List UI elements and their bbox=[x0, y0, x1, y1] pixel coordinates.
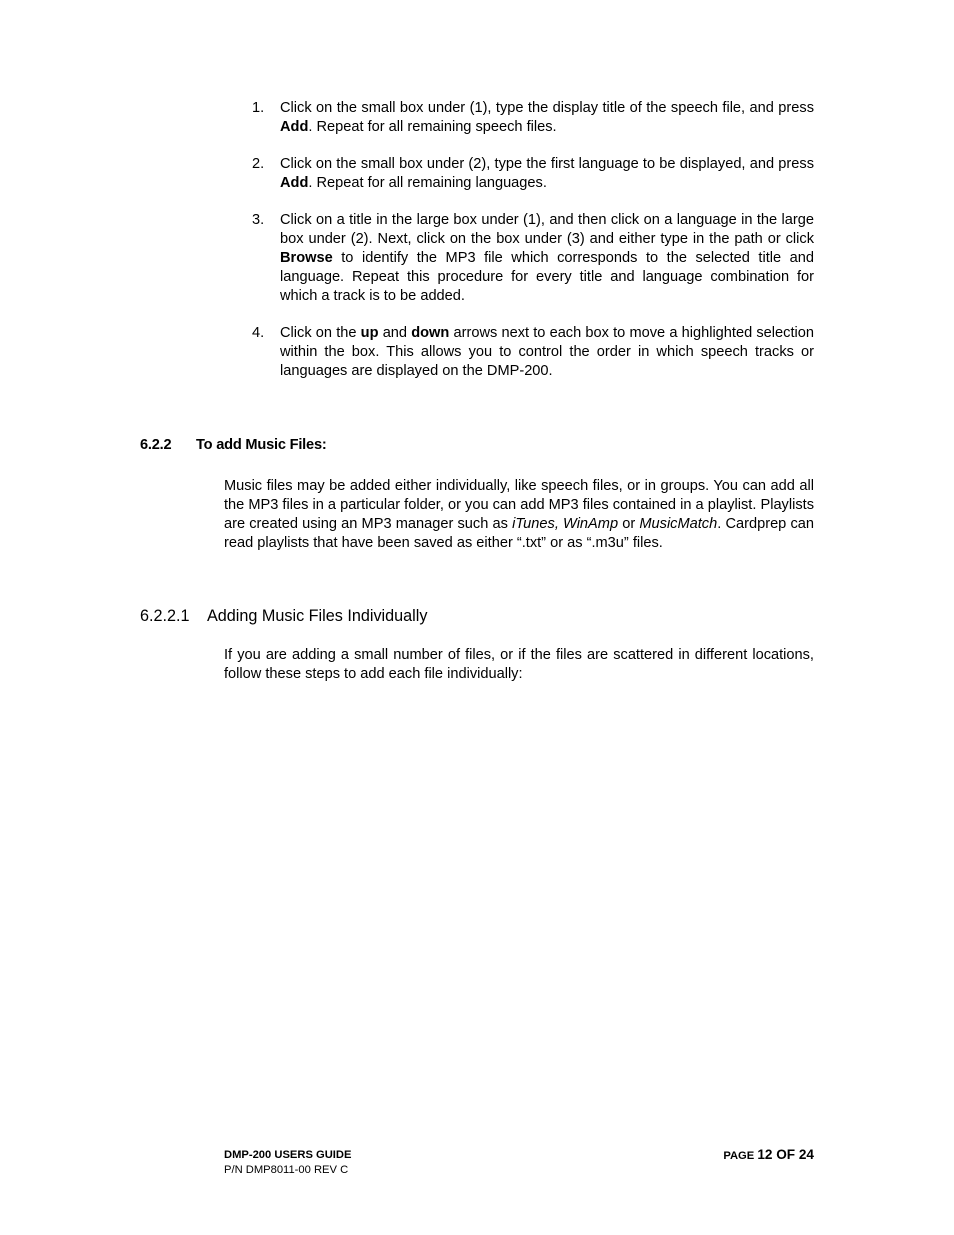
step-text-part: Click on the small box under (1), type the display title of the speech file, and press bbox=[280, 100, 814, 116]
section-number: 6.2.2.1 bbox=[140, 607, 190, 625]
page-indicator bbox=[723, 1146, 814, 1165]
app-name-itunes: iTunes bbox=[512, 516, 555, 532]
step-item bbox=[252, 155, 814, 193]
page-label: PAGE bbox=[723, 1150, 758, 1162]
individual-files-paragraph: If you are adding a small number of files, or if the files are scattered in different locations, follow these steps to add each file individually: bbox=[224, 647, 814, 682]
step-bold-term: Browse bbox=[280, 250, 333, 266]
step-text-part: to identify the MP3 file which corresponds to the selected title and language. Repeat this procedure for every title and language combination for which a track is to be added. bbox=[280, 250, 814, 304]
step-number: 1. bbox=[252, 100, 265, 116]
separator-text: or bbox=[618, 516, 640, 532]
app-name-winamp: WinAmp bbox=[563, 516, 619, 532]
step-text-part: Click on the bbox=[280, 325, 361, 341]
music-files-paragraph bbox=[224, 477, 814, 553]
page-number: 12 bbox=[757, 1147, 773, 1162]
step-item bbox=[252, 324, 814, 381]
step-bold-term: Add bbox=[280, 175, 309, 191]
document-title: DMP-200 USERS GUIDE bbox=[224, 1149, 352, 1161]
section-heading-622 bbox=[140, 436, 327, 455]
separator-text: , bbox=[554, 516, 564, 532]
step-item bbox=[252, 99, 814, 137]
section-heading-6221 bbox=[140, 606, 427, 626]
paragraph-text: Music files may be added either individually, like speech files, or in groups. You can add all the MP3 files in a particular folder, or you can add MP3 files contained in a playlist. Playlists are created using an MP3 manager such as bbox=[224, 478, 814, 532]
step-bold-term: down bbox=[411, 325, 450, 341]
step-text-part: and bbox=[378, 325, 412, 341]
step-text-part: Click on the small box under (2), type the first language to be displayed, and press bbox=[280, 156, 814, 172]
step-item bbox=[252, 211, 814, 306]
step-number: 4. bbox=[252, 325, 265, 341]
step-text-part: . Repeat for all remaining languages. bbox=[308, 175, 547, 191]
step-text bbox=[280, 324, 814, 381]
paragraph-text: . Cardprep can read playlists that have been saved as either “.txt” or as “.m3u” files. bbox=[224, 516, 814, 551]
app-name-musicmatch: MusicMatch bbox=[639, 516, 718, 532]
step-text bbox=[280, 155, 814, 193]
section-title: To add Music Files: bbox=[196, 437, 327, 453]
section-number: 6.2.2 bbox=[140, 437, 172, 453]
step-text-part: Click on a title in the large box under (1), and then click on a language in the large box under (2). Next, click on the box under (3) and either type in the path or click bbox=[280, 212, 814, 247]
instruction-steps-list bbox=[252, 99, 814, 399]
step-number: 2. bbox=[252, 156, 265, 172]
footer-left bbox=[224, 1148, 351, 1178]
step-text-part: arrows next to each box to move a highlighted selection within the box. This allows you to control the order in which speech tracks or languages are displayed on the DMP-200. bbox=[280, 325, 814, 379]
step-text bbox=[280, 211, 814, 306]
step-bold-term: up bbox=[360, 325, 379, 341]
step-number: 3. bbox=[252, 212, 265, 228]
page-total: 24 bbox=[798, 1147, 814, 1162]
of-label: OF bbox=[772, 1147, 799, 1162]
part-number: P/N DMP8011-00 REV C bbox=[224, 1164, 349, 1176]
step-text-part: . Repeat for all remaining speech files. bbox=[308, 119, 557, 135]
step-bold-term: Add bbox=[280, 119, 309, 135]
step-text bbox=[280, 99, 814, 137]
section-title: Adding Music Files Individually bbox=[207, 607, 428, 625]
